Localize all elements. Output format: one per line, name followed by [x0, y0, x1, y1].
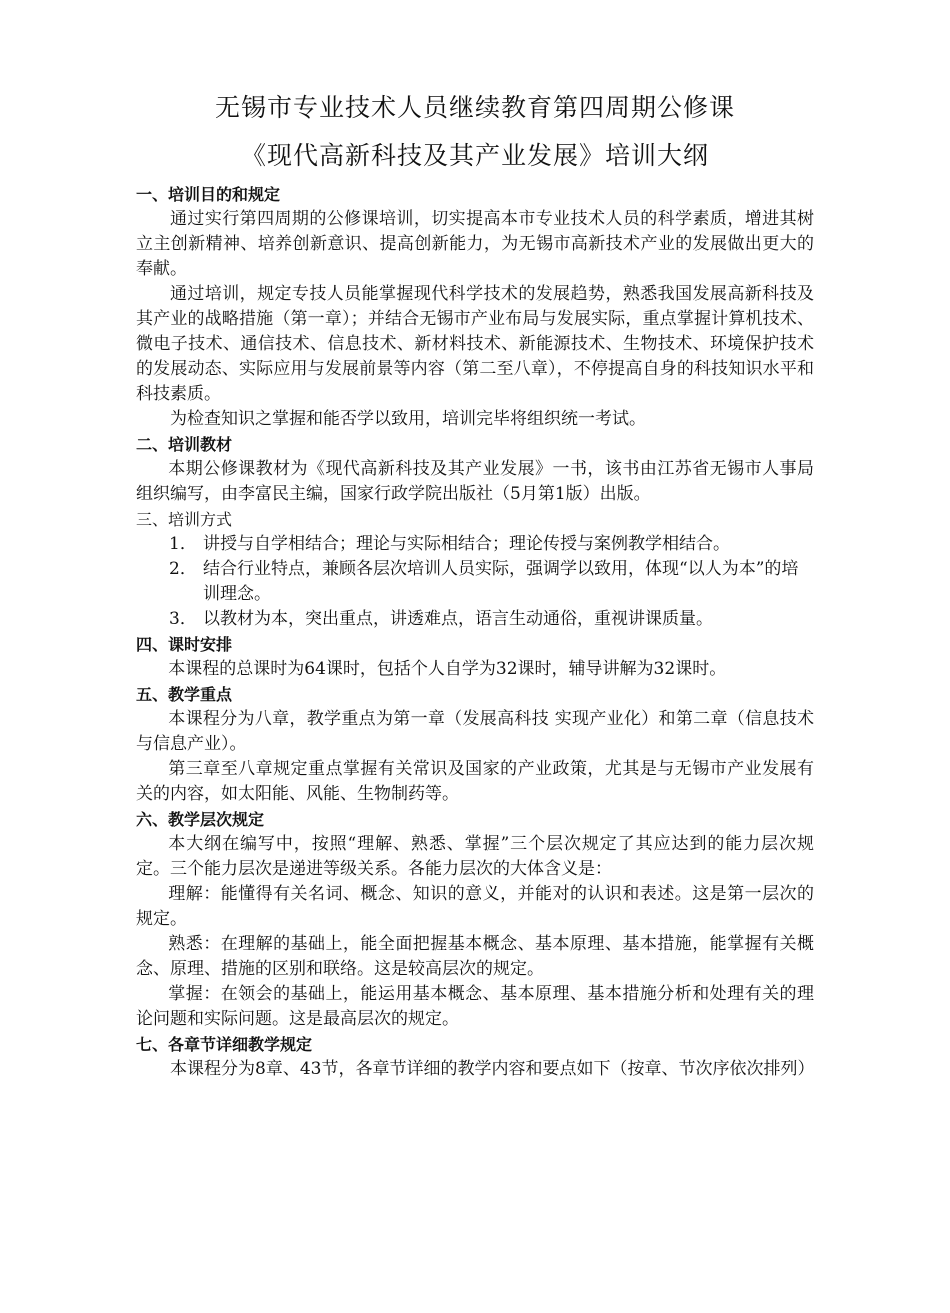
- section-teaching-focus: [136, 682, 814, 807]
- list-item: [136, 557, 814, 607]
- list-item-number: 2．: [169, 559, 197, 579]
- section-teaching-levels: [136, 807, 814, 1032]
- list-item: [136, 607, 814, 632]
- paragraph: 熟悉：在理解的基础上，能全面把握基本概念、基本原理、基本措施，能掌握有关概念、原理、措施的区别和联络。这是较高层次的规定。: [136, 934, 814, 979]
- method-list: [136, 532, 814, 632]
- section-chapter-requirements: [136, 1032, 814, 1082]
- list-item-text: 讲授与自学相结合；理论与实际相结合；理论传授与案例教学相结合。: [203, 534, 730, 554]
- document-title-line-1: 无锡市专业技术人员继续教育第四周期公修课: [214, 93, 735, 122]
- paragraph: 通过实行第四周期的公修课培训，切实提高本市专业技术人员的科学素质，增进其树立主创新精神、培养创新意识、提高创新能力，为无锡市高新技术产业的发展做出更大的奉献。: [136, 209, 814, 279]
- section-heading: 一、培训目的和规定: [136, 185, 281, 204]
- paragraph: 本课程分为八章，教学重点为第一章（发展高科技 实现产业化）和第二章（信息技术与信息产业）。: [136, 709, 814, 754]
- section-training-purpose: [136, 182, 814, 432]
- section-heading: 三、培训方式: [136, 510, 233, 529]
- list-item-number: 3．: [169, 609, 197, 629]
- paragraph: 本期公修课教材为《现代高新科技及其产业发展》一书，该书由江苏省无锡市人事局组织编写，由李富民主编，国家行政学院出版社（5月第1版）出版。: [136, 459, 814, 504]
- paragraph: 本课程的总课时为64课时，包括个人自学为32课时，辅导讲解为32课时。: [168, 659, 727, 679]
- section-heading: 七、各章节详细教学规定: [136, 1035, 313, 1054]
- list-item: [136, 532, 814, 557]
- list-item-number: 1．: [169, 534, 197, 554]
- paragraph: 本课程分为8章、43节，各章节详细的教学内容和要点如下（按章、节次序依次排列）: [170, 1059, 815, 1079]
- section-heading: 五、教学重点: [136, 685, 233, 704]
- section-heading: 二、培训教材: [136, 435, 233, 454]
- document-title-line-2: 《现代高新科技及其产业发展》培训大纲: [240, 141, 709, 170]
- paragraph: 理解：能懂得有关名词、概念、知识的意义，并能对的认识和表述。这是第一层次的规定。: [136, 884, 814, 929]
- section-class-hours: [136, 632, 814, 682]
- section-training-materials: [136, 432, 814, 507]
- section-training-methods: [136, 507, 814, 632]
- paragraph: 本大纲在编写中，按照“理解、熟悉、掌握”三个层次规定了其应达到的能力层次规定。三个能力层次是递进等级关系。各能力层次的大体含义是：: [136, 834, 814, 879]
- paragraph: 为检查知识之掌握和能否学以致用，培训完毕将组织统一考试。: [170, 409, 646, 429]
- paragraph: 通过培训，规定专技人员能掌握现代科学技术的发展趋势，熟悉我国发展高新科技及其产业的战略措施（第一章）；并结合无锡市产业布局与发展实际，重点掌握计算机技术、微电子技术、通信技术、信息技术、新材料技术、新能源技术、生物技术、环境保护技术的发展动态、实际应用与发展前景等内容（第二至八章），不停提高自身的科技知识水平和科技素质。: [136, 284, 814, 404]
- list-item-text: 以教材为本，突出重点，讲透难点，语言生动通俗，重视讲课质量。: [203, 609, 713, 629]
- section-heading: 六、教学层次规定: [136, 810, 265, 829]
- section-heading: 四、课时安排: [136, 635, 233, 654]
- paragraph: 掌握：在领会的基础上，能运用基本概念、基本原理、基本措施分析和处理有关的理论问题和实际问题。这是最高层次的规定。: [136, 984, 814, 1029]
- list-item-text: 结合行业特点，兼顾各层次培训人员实际，强调学以致用，体现“以人为本”的培训理念。: [203, 559, 799, 604]
- paragraph: 第三章至八章规定重点掌握有关常识及国家的产业政策，尤其是与无锡市产业发展有关的内容，如太阳能、风能、生物制药等。: [136, 759, 814, 804]
